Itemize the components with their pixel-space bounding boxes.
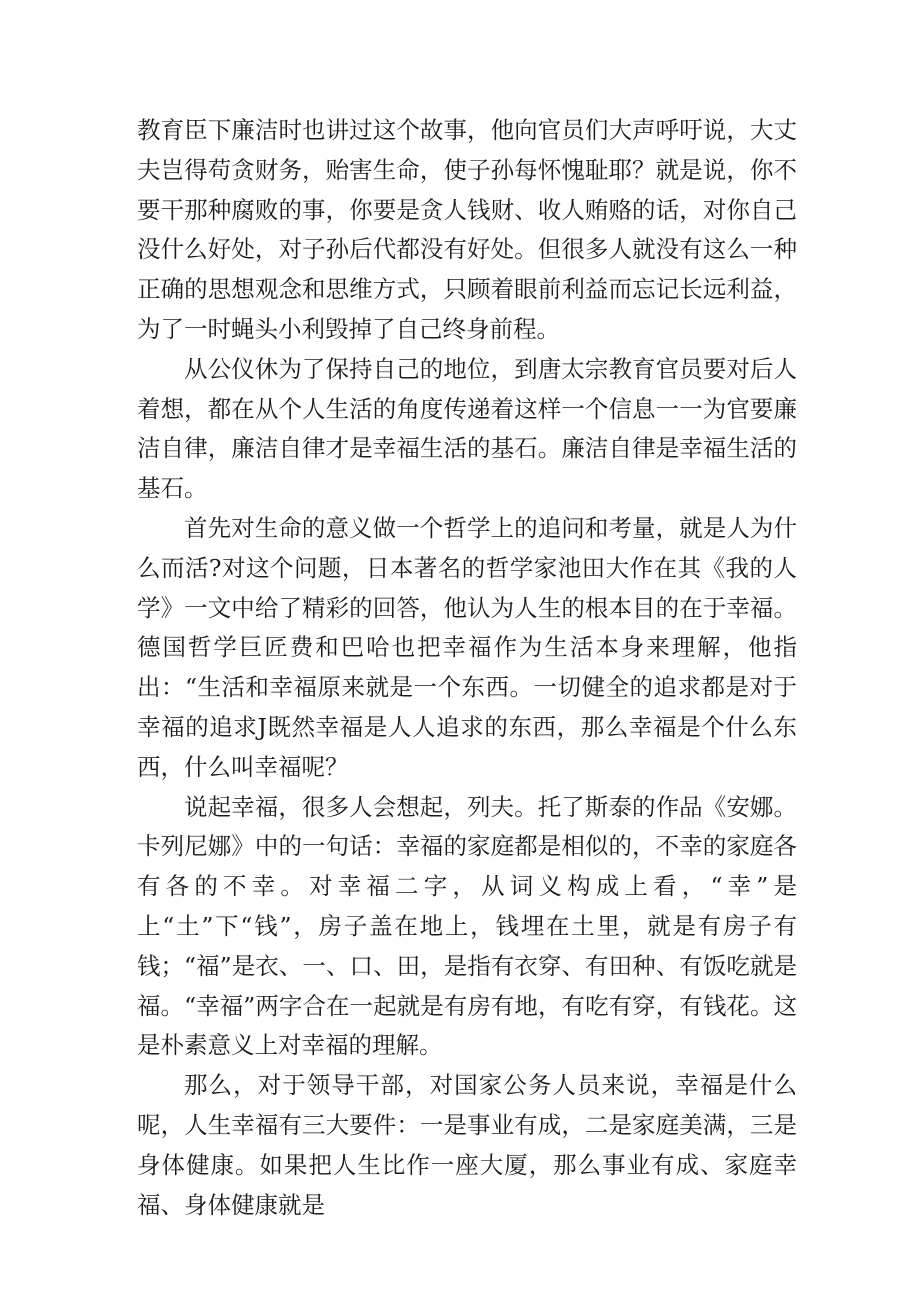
paragraph-3: 首先对生命的意义做一个哲学上的追问和考量，就是人为什么而活?对这个问题，日本著名的哲学家池田大作在其《我的人学》一文中给了精彩的回答，他认为人生的根本目的在于幸福。德国哲学巨匠费和巴哈也把幸福作为生活本身来理解，他指出：“生活和幸福原来就是一个东西。一切健全的追求都是对于幸福的追求J既然幸福是人人追求的东西，那么幸福是个什么东西，什么叫幸福呢？	[137, 513, 797, 781]
body-text	[137, 111, 797, 1225]
paragraph-2: 从公仪休为了保持自己的地位，到唐太宗教育官员要对后人着想，都在从个人生活的角度传递着这样一个信息一一为官要廉洁自律，廉洁自律才是幸福生活的基石。廉洁自律是幸福生活的基石。	[137, 354, 797, 503]
paragraph-4: 说起幸福，很多人会想起，列夫。托了斯泰的作品《安娜。卡列尼娜》中的一句话：幸福的家庭都是相似的，不幸的家庭各有各的不幸。对幸福二字，从词义构成上看，“幸”是上“土”下“钱”，房子盖在地上，钱埋在土里，就是有房子有钱；“福”是衣、一、口、田，是指有衣穿、有田种、有饭吃就是福。“幸福”两字合在一起就是有房有地，有吃有穿，有钱花。这是朴素意义上对幸福的理解。	[137, 792, 797, 1060]
paragraph-1: 教育臣下廉洁时也讲过这个故事，他向官员们大声呼吁说，大丈夫岂得苟贪财务，贻害生命，使子孙每怀愧耻耶？就是说，你不要干那种腐败的事，你要是贪人钱财、收人贿赂的话，对你自己没什么好处，对子孙后代都没有好处。但很多人就没有这么一种正确的思想观念和思维方式，只顾着眼前利益而忘记长远利益，为了一时蝇头小利毁掉了自己终身前程。	[137, 116, 797, 343]
paragraph-5: 那么，对于领导干部，对国家公务人员来说，幸福是什么呢，人生幸福有三大要件：一是事业有成，二是家庭美满，三是身体健康。如果把人生比作一座大厦，那么事业有成、家庭幸福、身体健康就是	[137, 1071, 797, 1219]
